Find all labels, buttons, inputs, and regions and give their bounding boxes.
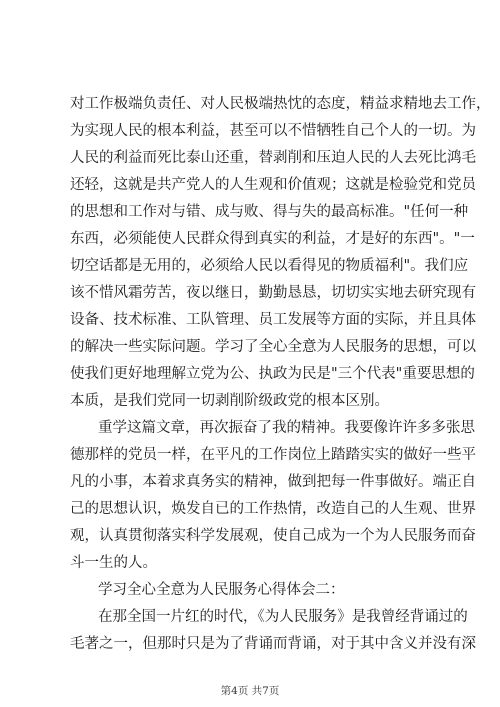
text-line: 人民的利益而死比泰山还重，替剥削和压迫人民的人去死比鸿毛 [70,150,476,166]
text-line: 本质，是我们党同一切剥削阶级政党的根本区别。 [70,393,389,409]
paragraph-3 [70,604,476,658]
text-line: 对工作极端负责任、对人民极端热忱的态度，精益求精地去工作， [70,96,491,112]
text-line: 设备、技术标准、工队管理、员工发展等方面的实际，并且具体 [70,312,476,328]
document-body [70,91,491,658]
text-line: 使我们更好地理解立党为公、执政为民是"三个代表"重要思想的 [70,366,475,382]
text-line: 重学这篇文章，再次振奋了我的精神。我要像许许多多张思 [98,420,475,436]
text-line: 东西，必须能使人民群众得到真实的利益，才是好的东西"。"一 [70,231,475,247]
text-line: 为实现人民的根本利益，甚至可以不惜牺牲自己个人的一切。为 [70,123,476,139]
text-line: 德那样的党员一样，在平凡的工作岗位上踏踏实实的做好一些平 [70,447,476,463]
text-line: 毛著之一，但那时只是为了背诵而背诵，对于其中含义并没有深 [70,636,476,652]
text-line: 凡的小事，本着求真务实的精神，做到把每一件事做好。端正自 [70,474,476,490]
text-line: 在那全国一片红的时代，《为人民服务》是我曾经背诵过的 [98,609,468,625]
section-heading: 学习全心全意为人民服务心得体会二： [98,582,345,598]
paragraph-1 [70,91,491,415]
text-line: 还轻，这就是共产党人的人生观和价值观；这就是检验党和党员 [70,177,476,193]
text-line: 该不惜风霜劳苦，夜以继日，勤勤恳恳，切切实实地去研究现有 [70,285,476,301]
text-line: 己的思想认识，焕发自已的工作热情，改造自己的人生观、世界 [70,501,476,517]
page-number-footer: 第4页 共7页 [220,685,280,697]
text-line: 斗一生的人。 [70,555,157,571]
text-line: 的思想和工作对与错、成与败、得与失的最高标准。"任何一种 [70,204,469,220]
text-line: 切空话都是无用的，必须给人民以看得见的物质福利"。我们应 [70,258,469,274]
text-line: 的解决一些实际问题。学习了全心全意为人民服务的思想，可以 [70,339,476,355]
paragraph-2 [70,415,476,577]
text-line: 观，认真贯彻落实科学发展观，使自己成为一个为人民服务而奋 [70,528,476,544]
